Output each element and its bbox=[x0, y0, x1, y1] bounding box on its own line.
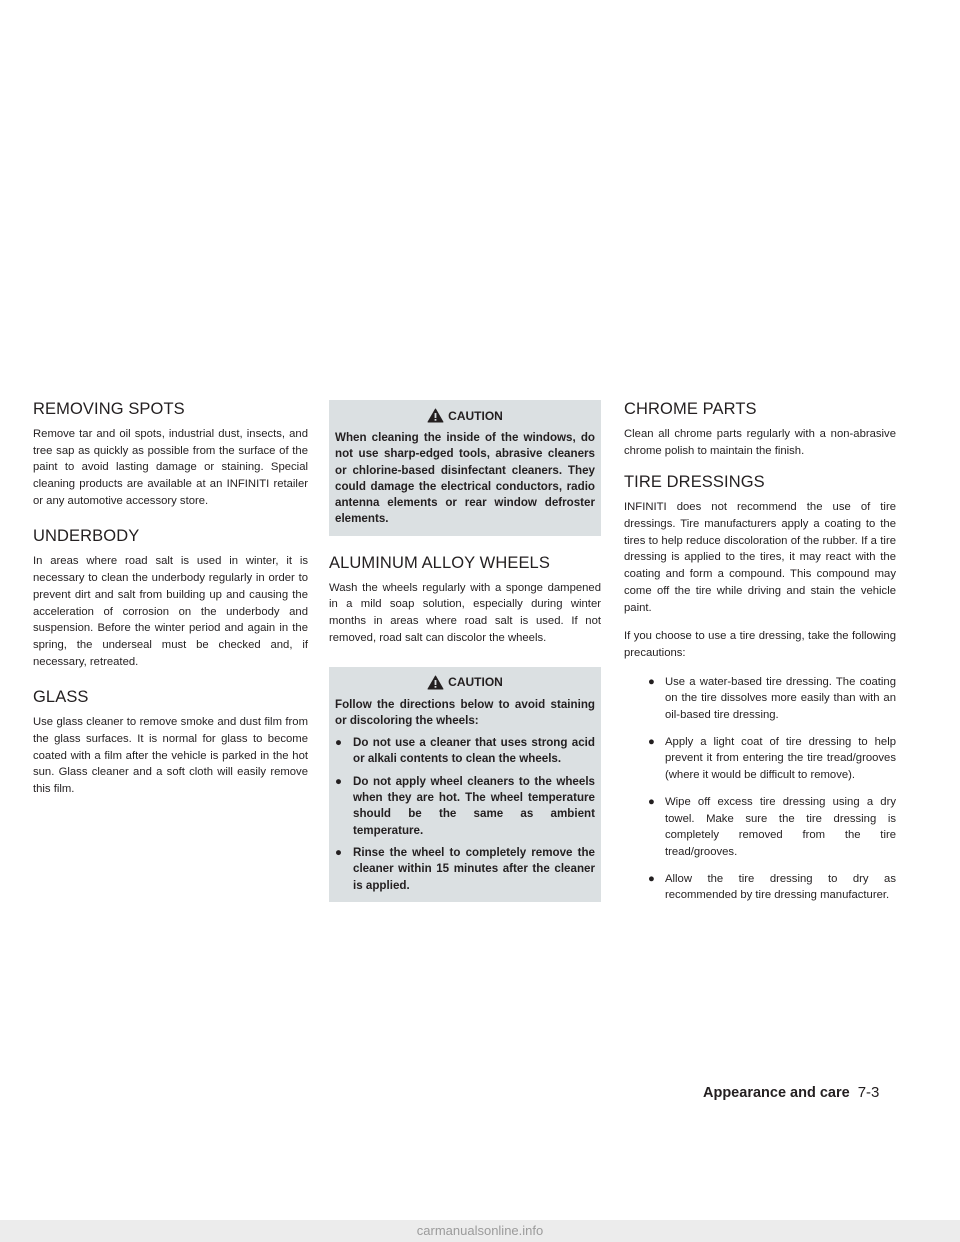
caution-box-windows bbox=[329, 400, 601, 536]
warning-triangle-icon bbox=[427, 408, 444, 423]
bullet-icon: ● bbox=[335, 736, 343, 750]
tire-dressings-text: INFINITI does not recommend the use of tire dressings. Tire manufacturers apply a coating to the tires to help reduce discoloration of the rubber. If a tire dressing is applied to the tires, it may react with the coating and form a compound. This compound may come off the tire while driving and stain the vehicle paint. bbox=[624, 501, 896, 614]
caution-header bbox=[335, 408, 595, 423]
bullet-icon: ● bbox=[648, 735, 655, 748]
tire-dressings-intro: If you choose to use a tire dressing, take the following precautions: bbox=[624, 630, 896, 659]
column-right bbox=[624, 400, 896, 914]
bullet-icon: ● bbox=[335, 845, 343, 859]
list-item: ● Wipe off excess tire dressing using a dry towel. Make sure the tire dressing is completely removed from the tire tread/grooves. bbox=[648, 795, 896, 858]
caution-windows-text: When cleaning the inside of the windows, do not use sharp-edged tools, abrasive cleaners or chlorine-based disinfectant cleaners. They could damage the electrical conductors, radio antenna elements or rear window defroster elements. bbox=[335, 431, 595, 526]
bullet-icon: ● bbox=[335, 774, 343, 788]
list-item: ● Allow the tire dressing to dry as recommended by tire dressing manufacturer. bbox=[648, 872, 896, 902]
list-item: ● Use a water-based tire dressing. The coating on the tire dissolves more easily than with an oil-based tire dressing. bbox=[648, 675, 896, 722]
glass-text: Use glass cleaner to remove smoke and dust film from the glass surfaces. It is normal for glass to become coated with a film after the vehicle is parked in the hot sun. Glass cleaner and a soft cloth will easily remove this film. bbox=[33, 716, 308, 796]
list-item: ● Do not apply wheel cleaners to the wheels when they are hot. The wheel temperature should be the same as ambient temperature. bbox=[335, 774, 595, 837]
footer-section-title: Appearance and care bbox=[703, 1085, 850, 1101]
bullet-icon: ● bbox=[648, 675, 655, 688]
caution-label: CAUTION bbox=[448, 408, 503, 423]
tire-precautions-list bbox=[624, 674, 896, 904]
list-item: ● Rinse the wheel to completely remove the cleaner within 15 minutes after the cleaner is applied. bbox=[335, 845, 595, 892]
bullet-icon: ● bbox=[648, 795, 655, 808]
column-left bbox=[33, 400, 308, 810]
page-footer bbox=[703, 1084, 879, 1101]
list-item: ● Do not use a cleaner that uses strong acid or alkali contents to clean the wheels. bbox=[335, 736, 595, 766]
aluminum-wheels-text: Wash the wheels regularly with a sponge dampened in a mild soap solution, especially during winter months in areas where road salt is used. If not removed, road salt can discolor the wheels. bbox=[329, 581, 601, 644]
heading-removing-spots: REMOVING SPOTS bbox=[33, 400, 185, 418]
heading-aluminum-alloy-wheels: ALUMINUM ALLOY WHEELS bbox=[329, 553, 550, 572]
heading-underbody: UNDERBODY bbox=[33, 527, 140, 546]
warning-triangle-icon bbox=[427, 675, 444, 690]
page-number: 7-3 bbox=[857, 1084, 880, 1101]
caution-label: CAUTION bbox=[448, 675, 503, 690]
list-item: ● Apply a light coat of tire dressing to help prevent it from entering the tire tread/grooves (where it would be difficult to remove). bbox=[648, 735, 896, 782]
heading-chrome-parts: CHROME PARTS bbox=[624, 400, 757, 418]
column-middle bbox=[329, 400, 601, 902]
caution-box-wheels bbox=[329, 667, 601, 902]
removing-spots-text: Remove tar and oil spots, industrial dust, insects, and tree sap as quickly as possible from the surface of the paint to avoid lasting damage or staining. Special cleaning products are available at an INFINITI retailer or any automotive accessory store. bbox=[33, 427, 308, 507]
bullet-icon: ● bbox=[648, 872, 655, 885]
caution-header bbox=[335, 675, 595, 690]
underbody-text: In areas where road salt is used in winter, it is necessary to clean the underbody regularly in order to prevent dirt and salt from building up and causing the acceleration of corrosion on the underbody and suspension. Before the winter period and again in the spring, the underseal must be checked and, if necessary, retreated. bbox=[33, 555, 308, 668]
heading-glass: GLASS bbox=[33, 688, 89, 707]
caution-wheels-list bbox=[335, 735, 595, 894]
chrome-parts-text: Clean all chrome parts regularly with a non-abrasive chrome polish to maintain the finish. bbox=[624, 427, 896, 457]
watermark: carmanualsonline.info bbox=[0, 1220, 960, 1242]
caution-wheels-intro: Follow the directions below to avoid staining or discoloring the wheels: bbox=[335, 697, 595, 727]
heading-tire-dressings: TIRE DRESSINGS bbox=[624, 473, 765, 492]
